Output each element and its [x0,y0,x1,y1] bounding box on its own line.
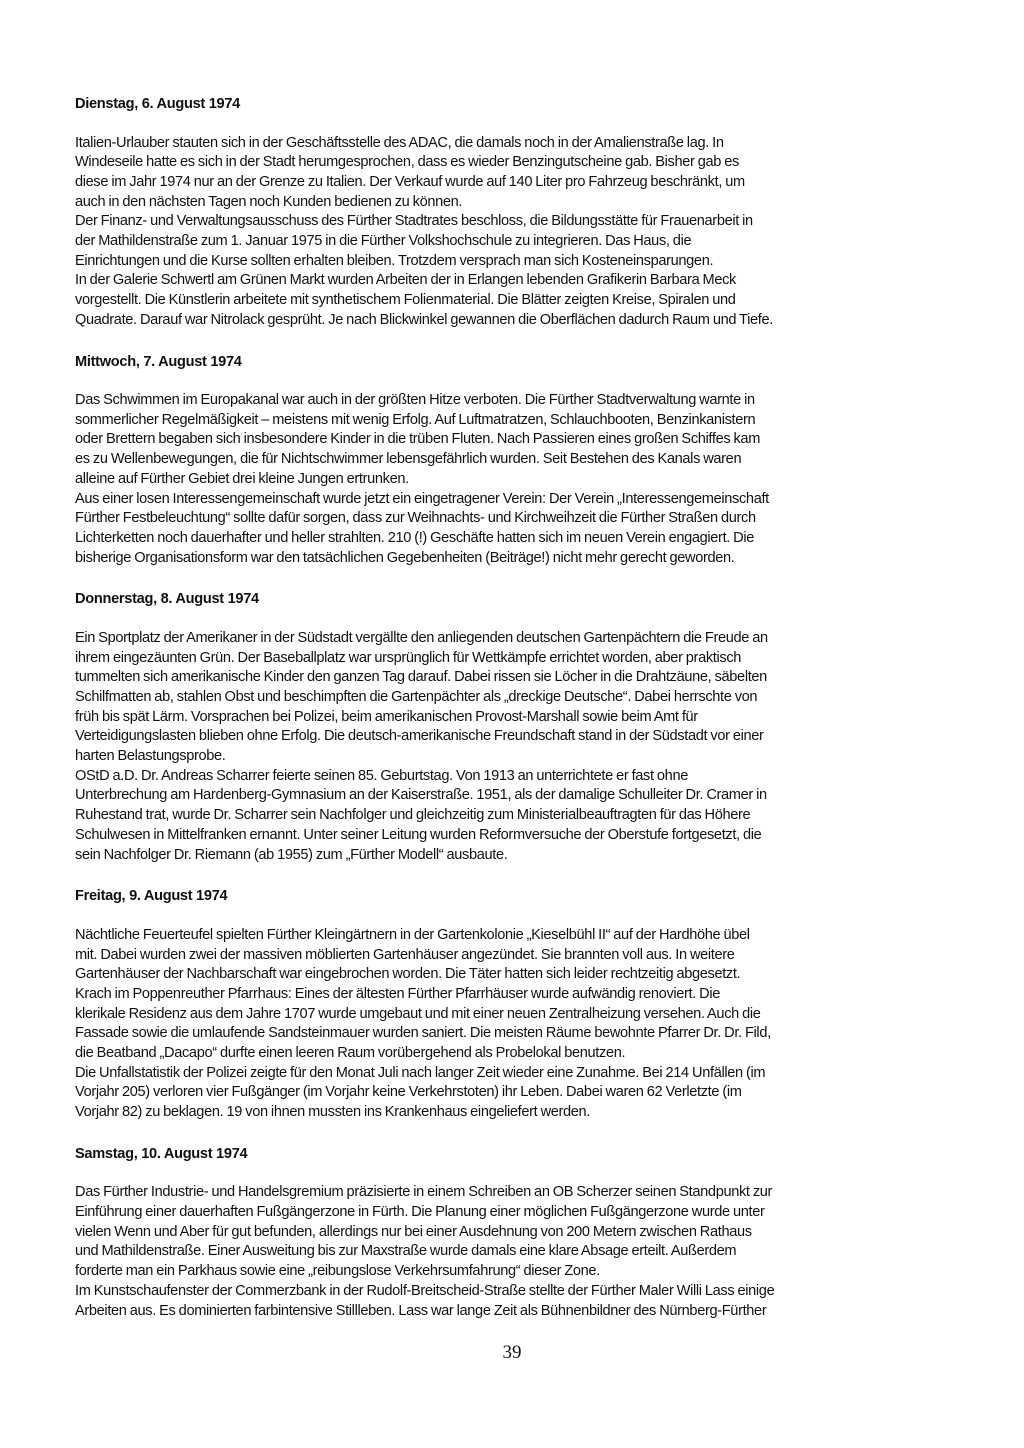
diary-entry [75,886,955,1123]
text-line: Ein Sportplatz der Amerikaner in der Südstadt vergällte den anliegenden deutschen Gartenpächtern die Freude an [75,629,768,646]
text-line: Vorjahr 205) verloren vier Fußgänger (im Vorjahr keine Verkehrstoten) ihr Leben. Dabei waren 62 Verletzte (im [75,1084,742,1101]
diary-entry [75,352,955,569]
text-line: Arbeiten aus. Es dominierten farbintensive Stillleben. Lass war lange Zeit als Bühnenbildner des Nürnberg-Fürther [75,1302,767,1319]
entry-body [75,629,955,865]
text-line: klerikale Residenz aus dem Jahre 1707 wurde umgebaut und mit einer neuen Zentralheizung versehen. Auch die [75,1005,761,1022]
text-line: Krach im Poppenreuther Pfarrhaus: Eines der ältesten Fürther Pfarrhäuser wurde aufwändig renoviert. Die [75,985,721,1002]
text-line: Einführung einer dauerhaften Fußgängerzone in Fürth. Die Planung einer möglichen Fußgängerzone wurde unter [75,1204,765,1221]
entry-body [75,1183,955,1321]
entry-date-heading: Dienstag, 6. August 1974 [75,96,241,112]
text-line: sommerlicher Regelmäßigkeit – meistens mit wenig Erfolg. Auf Luftmatratzen, Schlauchbooten, Benzinkanistern [75,411,756,428]
text-line: bisherige Organisationsform war den tatsächlichen Gegebenheiten (Beiträge!) nicht mehr gerecht geworden. [75,549,735,566]
text-line: vorgestellt. Die Künstlerin arbeitete mit synthetischem Folienmaterial. Die Blätter zeigten Kreise, Spiralen und [75,292,736,309]
text-line: Das Fürther Industrie- und Handelsgremium präzisierte in einem Schreiben an OB Scherzer seinen Standpunkt zur [75,1184,773,1201]
document-page [75,94,955,1342]
text-line: Gartenhäuser der Nachbarschaft war eingebrochen worden. Die Täter hatten sich leider rechtzeitig abgesetzt. [75,966,741,983]
text-line: der Mathildenstraße zum 1. Januar 1975 in die Fürther Volkshochschule zu integrieren. Das Haus, die [75,233,692,250]
text-line: Windeseile hatte es sich in der Stadt herumgesprochen, dass es wieder Benzingutscheine gab. Bisher gab es [75,154,739,171]
text-line: Schilfmatten ab, stahlen Obst und beschimpften die Gartenpächter als „dreckige Deutsche“. Dabei herrschte von [75,688,758,705]
text-line: Quadrate. Darauf war Nitrolack gesprüht. Je nach Blickwinkel gewannen die Oberflächen dadurch Raum und Tiefe. [75,311,773,328]
text-line: OStD a.D. Dr. Andreas Scharrer feierte seinen 85. Geburtstag. Von 1913 an unterrichtete er fast ohne [75,767,688,784]
text-line: Die Unfallstatistik der Polizei zeigte für den Monat Juli nach langer Zeit wieder eine Zunahme. Bei 214 Unfällen (im [75,1064,766,1081]
text-line: ihrem eingezäunten Grün. Der Baseballplatz war ursprünglich für Wettkämpfe errichtet worden, aber praktisch [75,649,742,666]
entry-date-heading: Freitag, 9. August 1974 [75,888,228,905]
text-line: oder Brettern begaben sich insbesondere Kinder in die trüben Fluten. Nach Passieren eines großen Schiffes kam [75,431,761,448]
text-line: die Beatband „Dacapo“ durfte einen leeren Raum vorübergehend als Probelokal benutzen. [75,1045,626,1062]
text-line: Nächtliche Feuerteufel spielten Fürther Kleingärtnern in der Gartenkolonie „Kieselbühl II“ auf der Hardhöhe übel [75,926,750,943]
text-line: Unterbrechung am Hardenberg-Gymnasium an der Kaiserstraße. 1951, als der damalige Schulleiter Dr. Cramer in [75,787,767,804]
text-line: Einrichtungen und die Kurse sollten erhalten bleiben. Trotzdem versprach man sich Kosteneinsparungen. [75,252,714,269]
text-line: Das Schwimmen im Europakanal war auch in der größten Hitze verboten. Die Fürther Stadtverwaltung warnte in [75,392,755,409]
page-number: 39 [502,1342,522,1363]
text-line: es zu Wellenbewegungen, die für Nichtschwimmer lebensgefährlich wurden. Seit Bestehen des Kanals waren [75,451,742,468]
text-line: Verteidigungslasten blieben ohne Erfolg. Die deutsch-amerikanische Freundschaft stand in der Südstadt vor einer [75,728,764,745]
text-line: früh bis spät Lärm. Vorsprachen bei Polizei, beim amerikanischen Provost-Marshall sowie beim Amt für [75,708,698,725]
entry-date-heading: Samstag, 10. August 1974 [75,1145,248,1162]
text-line: Lichterketten noch dauerhafter und heller strahlten. 210 (!) Geschäfte hatten sich im neuen Verein engagiert. Die [75,529,755,546]
text-line: diese im Jahr 1974 nur an der Grenze zu Italien. Der Verkauf wurde auf 140 Liter pro Fahrzeug beschränkt, um [75,173,745,190]
diary-entry [75,589,955,865]
entry-date-heading: Mittwoch, 7. August 1974 [75,353,242,370]
text-line: vielen Wenn und Aber für gut befunden, allerdings nur bei einer Ausdehnung von 200 Metern zwischen Rathaus [75,1223,752,1240]
entry-body [75,926,955,1123]
text-line: harten Belastungsprobe. [75,748,226,765]
text-line: Aus einer losen Interessengemeinschaft wurde jetzt ein eingetragener Verein: Der Verein „Interessengemeinschaft [75,490,769,507]
text-line: In der Galerie Schwertl am Grünen Markt wurden Arbeiten der in Erlangen lebenden Grafikerin Barbara Meck [75,272,737,289]
text-line: Italien-Urlauber stauten sich in der Geschäftsstelle des ADAC, die damals noch in der Amalienstraße lag. In [75,134,724,151]
entry-date-heading: Donnerstag, 8. August 1974 [75,591,259,608]
text-line: Fassade sowie die umlaufende Sandsteinmauer wurden saniert. Die meisten Räume bewohnte Pfarrer Dr. Dr. Fild, [75,1025,771,1042]
text-line: tummelten sich amerikanische Kinder den ganzen Tag darauf. Dabei rissen sie Löcher in die Drahtzäune, säbelten [75,669,767,686]
text-line: sein Nachfolger Dr. Riemann (ab 1955) zum „Fürther Modell“ ausbaute. [75,846,508,863]
text-line: Fürther Festbeleuchtung“ sollte dafür sorgen, dass zur Weihnachts- und Kirchweihzeit die Fürther Straßen durch [75,510,756,527]
text-line: alleine auf Fürther Gebiet drei kleine Jungen ertrunken. [75,470,409,487]
entry-body [75,391,955,568]
text-line: Vorjahr 82) zu beklagen. 19 von ihnen mussten ins Krankenhaus eingeliefert werden. [75,1104,591,1121]
diary-entry [75,1144,955,1321]
text-line: Der Finanz- und Verwaltungsausschuss des Fürther Stadtrates beschloss, die Bildungsstätte für Frauenarbeit in [75,213,753,230]
text-line: mit. Dabei wurden zwei der massiven möblierten Gartenhäuser angezündet. Sie brannten voll aus. In weitere [75,946,735,963]
text-line: auch in den nächsten Tagen noch Kunden bedienen zu können. [75,193,463,210]
text-line: Ruhestand trat, wurde Dr. Scharrer sein Nachfolger und gleichzeitig zum Ministerialbeauftragten für das Höhere [75,807,751,824]
text-line: und Mathildenstraße. Einer Ausweitung bis zur Maxstraße wurde damals eine klare Absage erteilt. Außerdem [75,1243,737,1260]
text-line: Im Kunstschaufenster der Commerzbank in der Rudolf-Breitscheid-Straße stellte der Fürther Maler Willi Lass einige [75,1282,775,1299]
entry-body [75,134,955,331]
text-line: Schulwesen in Mittelfranken ernannt. Unter seiner Leitung wurden Reformversuche der Oberstufe fortgesetzt, die [75,826,762,843]
diary-entry [75,94,955,331]
text-line: forderte man ein Parkhaus sowie eine „reibungslose Verkehrsumfahrung“ dieser Zone. [75,1263,600,1280]
